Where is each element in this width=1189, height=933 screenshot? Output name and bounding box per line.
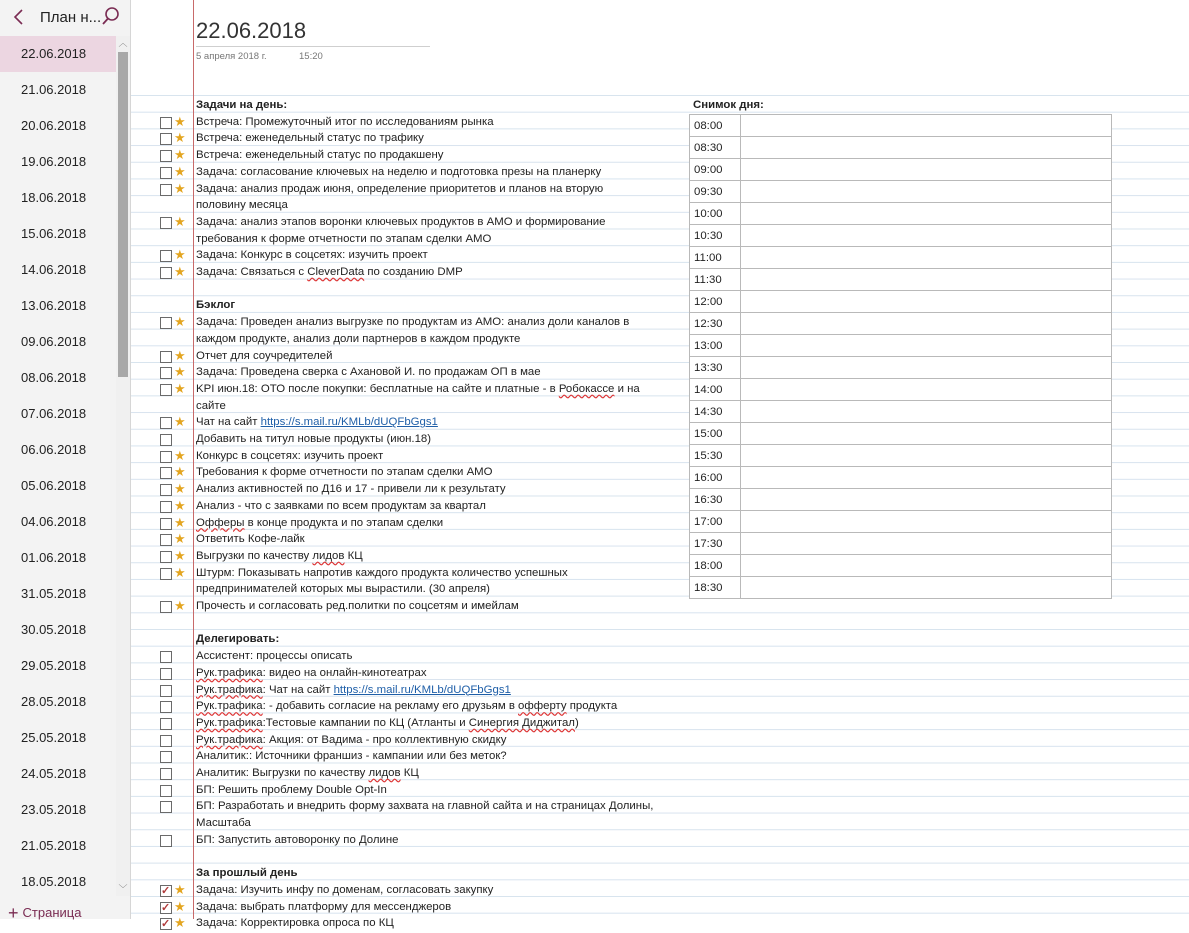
star-icon[interactable]: ★	[174, 598, 186, 614]
task-label: Аналитик: Выгрузки по качеству лидов КЦ	[196, 767, 419, 780]
schedule-row	[690, 335, 1112, 357]
task-label: Задача: Проведена сверка с Ахановой И. по продажам ОП в мае	[196, 366, 541, 379]
task-text[interactable]	[196, 531, 656, 548]
task-item	[174, 113, 656, 131]
checkbox-icon[interactable]	[160, 701, 172, 713]
task-label: Встреча: еженедельный статус по продакшену	[196, 149, 444, 162]
star-icon[interactable]: ★	[174, 364, 186, 380]
checkbox-icon[interactable]	[160, 551, 172, 563]
star-icon[interactable]: ★	[174, 898, 186, 914]
task-text[interactable]	[196, 682, 656, 699]
task-link[interactable]: https://s.mail.ru/KMLb/dUQFbGgs1	[333, 683, 511, 696]
task-text[interactable]	[196, 498, 656, 515]
schedule-cell[interactable]	[741, 511, 1112, 533]
checkbox-icon[interactable]	[160, 451, 172, 463]
star-icon[interactable]: ★	[174, 347, 186, 363]
schedule-row	[690, 291, 1112, 313]
section-gap	[196, 615, 656, 632]
checkbox-checked-icon[interactable]	[160, 885, 172, 897]
checkbox-icon[interactable]	[160, 467, 172, 479]
task-text[interactable]	[196, 264, 656, 281]
schedule-cell[interactable]	[741, 137, 1112, 159]
checkbox-icon[interactable]	[160, 651, 172, 663]
task-label: Рук.трафика:Тестовые кампании по КЦ (Атланты и Синергия Диджитал)	[196, 716, 579, 729]
schedule-row	[690, 313, 1112, 335]
task-label: Встреча: еженедельный статус по трафику	[196, 132, 424, 145]
schedule-cell[interactable]	[741, 489, 1112, 511]
schedule-time[interactable]: 10:00	[690, 203, 741, 225]
task-label: Ассистент: процессы описать	[196, 650, 353, 663]
checkbox-icon[interactable]	[160, 484, 172, 496]
task-item	[196, 765, 656, 782]
task-text[interactable]	[196, 882, 656, 899]
schedule-time[interactable]: 16:00	[690, 467, 741, 489]
checkbox-icon[interactable]	[160, 785, 172, 797]
task-link[interactable]: https://s.mail.ru/KMLb/dUQFbGgs1	[260, 416, 438, 429]
page-list-item[interactable]: 04.06.2018	[21, 514, 87, 529]
checkbox-icon[interactable]	[160, 601, 172, 613]
task-text[interactable]	[196, 798, 656, 831]
task-item	[196, 698, 656, 715]
checkbox-icon[interactable]	[160, 434, 172, 446]
page-list-item[interactable]: 18.05.2018	[21, 874, 87, 889]
task-item	[196, 748, 656, 765]
task-item	[174, 147, 656, 164]
task-text[interactable]	[196, 765, 656, 782]
task-label: Задача: Связаться с CleverData по созданию DMP	[196, 266, 463, 279]
schedule-time[interactable]: 15:00	[690, 423, 741, 445]
task-text[interactable]	[196, 732, 656, 749]
task-label: БП: Запустить автоворонку по Долине	[196, 833, 399, 846]
checkbox-icon[interactable]	[160, 250, 172, 262]
checkbox-icon[interactable]	[160, 150, 172, 162]
task-item	[196, 431, 656, 448]
schedule-time[interactable]: 13:00	[690, 335, 741, 357]
task-item	[174, 481, 656, 498]
schedule-time[interactable]: 17:30	[690, 533, 741, 555]
task-label: БП: Разработать и внедрить форму захвата на главной сайта и на страницах Долины, Масштаба	[196, 800, 654, 830]
task-label: Задача: Конкурс в соцсетях: изучить проект	[196, 249, 428, 262]
sidebar-scrollbar[interactable]	[116, 36, 130, 896]
task-item	[174, 180, 656, 214]
page-list-item[interactable]: 08.06.2018	[21, 370, 87, 385]
schedule-row	[690, 577, 1112, 599]
star-icon[interactable]: ★	[174, 497, 186, 513]
page-list-item[interactable]: 23.05.2018	[21, 802, 87, 817]
star-icon[interactable]: ★	[174, 264, 186, 280]
task-text[interactable]	[196, 665, 656, 682]
task-text[interactable]	[196, 147, 656, 164]
page-list-item[interactable]: 29.05.2018	[21, 658, 87, 673]
task-item	[174, 531, 656, 548]
task-text[interactable]	[196, 698, 656, 715]
schedule-row	[690, 489, 1112, 511]
star-icon[interactable]: ★	[174, 180, 186, 196]
schedule-time[interactable]: 09:30	[690, 181, 741, 203]
schedule-time[interactable]: 08:00	[690, 115, 741, 137]
page-list-item[interactable]: 31.05.2018	[21, 586, 87, 601]
schedule-cell[interactable]	[741, 159, 1112, 181]
checkbox-icon[interactable]	[160, 501, 172, 513]
task-text[interactable]	[196, 181, 656, 214]
schedule-cell[interactable]	[741, 247, 1112, 269]
task-item	[174, 898, 656, 916]
task-item	[196, 715, 656, 732]
checkbox-icon[interactable]	[160, 685, 172, 697]
checkbox-icon[interactable]	[160, 267, 172, 279]
schedule-row	[690, 115, 1112, 137]
star-icon[interactable]: ★	[174, 314, 186, 330]
task-label: Встреча: Промежуточный итог по исследованиям рынка	[196, 115, 494, 128]
schedule-time[interactable]: 13:30	[690, 357, 741, 379]
schedule-cell[interactable]	[741, 423, 1112, 445]
star-icon[interactable]: ★	[174, 464, 186, 480]
section-title: Делегировать:	[196, 633, 280, 646]
task-text[interactable]	[196, 782, 656, 799]
task-item	[174, 247, 656, 264]
schedule-row	[690, 533, 1112, 555]
schedule-cell[interactable]	[741, 445, 1112, 467]
checkbox-icon[interactable]	[160, 184, 172, 196]
chevron-left-icon	[8, 6, 30, 28]
scroll-up-icon[interactable]: ︿	[118, 38, 128, 48]
star-icon[interactable]: ★	[174, 881, 186, 897]
back-button[interactable]	[8, 6, 30, 28]
page-list-item[interactable]: 01.06.2018	[21, 550, 87, 565]
task-text[interactable]	[196, 515, 656, 532]
task-item	[196, 665, 656, 682]
task-text[interactable]	[196, 314, 656, 347]
star-icon[interactable]: ★	[174, 547, 186, 563]
task-text[interactable]	[196, 130, 656, 147]
checkbox-icon[interactable]	[160, 718, 172, 730]
task-label: Прочесть и согласовать ред.политки по соцсетям и имейлам	[196, 600, 519, 613]
star-icon[interactable]: ★	[174, 163, 186, 179]
section-title: Задачи на день:	[196, 99, 288, 111]
task-text[interactable]	[196, 381, 656, 414]
task-label: Аналитик:: Источники франшиз - кампании или без меток?	[196, 750, 507, 763]
task-label: KPI июн.18: ОТО после покупки: бесплатные на сайте и платные - в Робокассе и на сайте	[196, 382, 640, 412]
checkbox-checked-icon[interactable]	[160, 902, 172, 914]
scroll-down-icon[interactable]: ﹀	[118, 884, 128, 894]
schedule-cell[interactable]	[741, 577, 1112, 599]
checkbox-icon[interactable]	[160, 417, 172, 429]
section-gap	[196, 281, 656, 298]
task-text[interactable]	[196, 114, 656, 131]
star-icon[interactable]: ★	[174, 447, 186, 463]
margin-line	[193, 0, 194, 919]
page-list-item[interactable]: 07.06.2018	[21, 406, 87, 421]
task-item	[196, 732, 656, 749]
schedule-row	[690, 423, 1112, 445]
task-item	[174, 380, 656, 414]
schedule-row	[690, 203, 1112, 225]
task-item	[174, 464, 656, 481]
schedule-time[interactable]: 11:00	[690, 247, 741, 269]
task-item	[196, 832, 656, 849]
schedule-row	[690, 269, 1112, 291]
task-item	[196, 682, 656, 699]
star-icon[interactable]: ★	[174, 564, 186, 580]
task-label: Офферы в конце продукта и по этапам сделки	[196, 516, 444, 529]
title-underline	[196, 46, 430, 47]
task-text[interactable]	[196, 414, 656, 431]
task-label: Штурм: Показывать напротив каждого продукта количество успешных предпринимателей которых мы вырастили. (30 апреля)	[196, 566, 568, 596]
task-text[interactable]	[196, 899, 656, 916]
section-title: За прошлый день	[196, 867, 298, 880]
schedule-cell[interactable]	[741, 555, 1112, 577]
schedule-cell[interactable]	[741, 335, 1112, 357]
page-list-item[interactable]: 19.06.2018	[21, 154, 87, 169]
schedule-table[interactable]	[689, 114, 1112, 599]
schedule-row	[690, 357, 1112, 379]
schedule-row	[690, 467, 1112, 489]
task-item	[174, 514, 656, 532]
page-list	[0, 36, 116, 900]
add-page-label: Страница	[22, 905, 82, 920]
schedule-cell[interactable]	[741, 115, 1112, 137]
task-text[interactable]	[196, 548, 656, 565]
page-list-item[interactable]: 25.05.2018	[21, 730, 87, 745]
page-list-item[interactable]: 09.06.2018	[21, 334, 87, 349]
schedule-cell[interactable]	[741, 379, 1112, 401]
schedule-row	[690, 247, 1112, 269]
schedule-row	[690, 181, 1112, 203]
task-label: Рук.трафика: видео на онлайн-кинотеатрах	[196, 666, 427, 679]
checkbox-icon[interactable]	[160, 317, 172, 329]
schedule-title: Снимок дня:	[693, 99, 764, 111]
schedule-time[interactable]: 12:00	[690, 291, 741, 313]
task-item	[174, 364, 656, 381]
task-label: Конкурс в соцсетях: изучить проект	[196, 449, 384, 462]
star-icon[interactable]: ★	[174, 531, 186, 547]
checkbox-icon[interactable]	[160, 534, 172, 546]
schedule-cell[interactable]	[741, 225, 1112, 247]
star-icon[interactable]: ★	[174, 130, 186, 146]
schedule-cell[interactable]	[741, 269, 1112, 291]
schedule-time[interactable]: 10:30	[690, 225, 741, 247]
schedule-cell[interactable]	[741, 467, 1112, 489]
schedule-time[interactable]: 11:30	[690, 269, 741, 291]
schedule-row	[690, 137, 1112, 159]
page-time: 15:20	[299, 51, 323, 62]
task-item	[174, 264, 656, 281]
star-icon[interactable]: ★	[174, 380, 186, 396]
task-item	[174, 213, 656, 247]
checkbox-icon[interactable]	[160, 384, 172, 396]
task-item	[174, 447, 656, 465]
task-item	[174, 163, 656, 181]
task-item	[174, 915, 656, 932]
task-text[interactable]	[196, 348, 656, 365]
schedule-row	[690, 511, 1112, 533]
star-icon[interactable]: ★	[174, 113, 186, 129]
checkbox-icon[interactable]	[160, 735, 172, 747]
star-icon[interactable]: ★	[174, 147, 186, 163]
checkbox-icon[interactable]	[160, 133, 172, 145]
task-item	[174, 347, 656, 365]
schedule-time[interactable]: 16:30	[690, 489, 741, 511]
schedule-cell[interactable]	[741, 313, 1112, 335]
schedule-cell[interactable]	[741, 401, 1112, 423]
task-label: Задача: согласование ключевых на неделю и подготовка презы на планерку	[196, 165, 602, 178]
task-label: Отчет для соучредителей	[196, 349, 333, 362]
search-button[interactable]	[100, 5, 122, 29]
task-label: Задача: Корректировка опроса по КЦ	[196, 917, 394, 930]
task-label: Задача: выбрать платформу для мессенджеров	[196, 900, 452, 913]
search-icon	[100, 5, 122, 29]
page-title[interactable]: 22.06.2018	[196, 18, 307, 43]
task-label: БП: Решить проблему Double Opt-In	[196, 783, 387, 796]
star-icon[interactable]: ★	[174, 213, 186, 229]
task-label: Анализ активностей по Д16 и 17 - привели ли к результату	[196, 483, 506, 496]
checkbox-icon[interactable]	[160, 751, 172, 763]
task-text[interactable]	[196, 598, 656, 615]
task-label: Задача: анализ этапов воронки ключевых продуктов в АМО и формирование требования к форме отчетности по этапам сделки АМО	[196, 215, 606, 245]
task-label: Требования к форме отчетности по этапам сделки АМО	[196, 466, 493, 479]
schedule-time[interactable]: 17:00	[690, 511, 741, 533]
checkbox-icon[interactable]	[160, 801, 172, 813]
task-item	[174, 314, 656, 347]
checkbox-icon[interactable]	[160, 835, 172, 847]
schedule-cell[interactable]	[741, 181, 1112, 203]
checkbox-icon[interactable]	[160, 668, 172, 680]
task-item	[174, 547, 656, 565]
page-list-item[interactable]: 28.05.2018	[21, 694, 87, 709]
schedule-row	[690, 401, 1112, 423]
section-gap	[196, 849, 656, 866]
task-item	[174, 130, 656, 147]
checkbox-icon[interactable]	[160, 117, 172, 129]
page-list-item[interactable]: 22.06.2018	[0, 36, 116, 72]
task-text[interactable]	[196, 364, 656, 381]
sidebar-header	[0, 0, 130, 36]
page-date: 5 апреля 2018 г.	[196, 51, 267, 62]
task-item	[196, 648, 656, 665]
task-item	[174, 598, 656, 615]
schedule-row	[690, 159, 1112, 181]
task-text[interactable]	[196, 164, 656, 181]
task-text[interactable]	[196, 715, 656, 732]
task-text[interactable]	[196, 247, 656, 264]
schedule-time[interactable]: 15:30	[690, 445, 741, 467]
page-list-item[interactable]: 18.06.2018	[21, 190, 87, 205]
checkbox-icon[interactable]	[160, 351, 172, 363]
task-label: Задача: анализ продаж июня, определение приоритетов и планов на вторую половину месяца	[196, 182, 604, 212]
task-item	[174, 497, 656, 515]
task-item	[174, 881, 656, 899]
schedule-time[interactable]: 14:30	[690, 401, 741, 423]
task-text[interactable]	[196, 648, 656, 665]
checkbox-icon[interactable]	[160, 367, 172, 379]
task-text[interactable]	[196, 464, 656, 481]
page-list-item[interactable]: 15.06.2018	[21, 226, 87, 241]
checkbox-icon[interactable]	[160, 518, 172, 530]
star-icon[interactable]: ★	[174, 915, 186, 931]
schedule-time[interactable]: 18:00	[690, 555, 741, 577]
task-text[interactable]	[196, 565, 656, 598]
schedule-time[interactable]: 18:30	[690, 577, 741, 599]
task-label: Рук.трафика: - добавить согласие на рекламу его друзьям в офферту продукта	[196, 700, 618, 713]
page-list-item[interactable]: 05.06.2018	[21, 478, 87, 493]
schedule-time[interactable]: 14:00	[690, 379, 741, 401]
page-list-item[interactable]: 13.06.2018	[21, 298, 87, 313]
checkbox-icon[interactable]	[160, 167, 172, 179]
task-text[interactable]	[196, 448, 656, 465]
task-item	[196, 798, 656, 831]
task-text[interactable]	[196, 214, 656, 247]
page-list-item[interactable]: 14.06.2018	[21, 262, 87, 277]
task-label: Рук.трафика: Чат на сайт	[196, 683, 334, 696]
page-list-item[interactable]: 21.06.2018	[21, 82, 87, 97]
task-text[interactable]	[196, 481, 656, 498]
task-item	[174, 414, 656, 431]
task-text[interactable]	[196, 431, 656, 448]
schedule-time[interactable]: 08:30	[690, 137, 741, 159]
schedule-time[interactable]: 12:30	[690, 313, 741, 335]
task-label: Чат на сайт	[196, 416, 261, 429]
task-label: Ответить Кофе-лайк	[196, 533, 305, 546]
task-text[interactable]	[196, 748, 656, 765]
task-item	[196, 782, 656, 799]
schedule-cell[interactable]	[741, 533, 1112, 555]
page-list-item[interactable]: 20.06.2018	[21, 118, 87, 133]
schedule-time[interactable]: 09:00	[690, 159, 741, 181]
task-label: Выгрузки по качеству лидов КЦ	[196, 549, 363, 562]
page-list-item[interactable]: 24.05.2018	[21, 766, 87, 781]
checkbox-checked-icon[interactable]	[160, 918, 172, 930]
task-label: Задача: Изучить инфу по доменам, согласовать закупку	[196, 883, 494, 896]
task-item	[174, 564, 656, 598]
checkbox-icon[interactable]	[160, 768, 172, 780]
notebook-title: План н...	[40, 9, 102, 26]
schedule-row	[690, 445, 1112, 467]
plus-icon: +	[8, 903, 19, 923]
section-title: Бэклог	[196, 299, 236, 312]
page-list-sidebar	[0, 0, 131, 923]
page-header-area	[131, 0, 1189, 95]
task-label: Анализ - что с заявками по всем продуктам за квартал	[196, 499, 486, 512]
star-icon[interactable]: ★	[174, 414, 186, 430]
star-icon[interactable]: ★	[174, 247, 186, 263]
add-page-button[interactable]	[8, 903, 81, 921]
schedule-row	[690, 555, 1112, 577]
task-text[interactable]	[196, 832, 656, 849]
task-label: Рук.трафика: Акция: от Вадима - про коллективную скидку	[196, 733, 507, 746]
page-list-item[interactable]: 06.06.2018	[21, 442, 87, 457]
schedule-row	[690, 225, 1112, 247]
page-list-item[interactable]: 21.05.2018	[21, 838, 87, 853]
star-icon[interactable]: ★	[174, 514, 186, 530]
star-icon[interactable]: ★	[174, 481, 186, 497]
checkbox-icon[interactable]	[160, 568, 172, 580]
task-label: Добавить на титул новые продукты (июн.18)	[196, 433, 432, 446]
schedule-cell[interactable]	[741, 203, 1112, 225]
checkbox-icon[interactable]	[160, 217, 172, 229]
schedule-cell[interactable]	[741, 291, 1112, 313]
task-label: Задача: Проведен анализ выгрузке по продуктам из АМО: анализ доли каналов в каждом продукте, анализ доли партнеров в каждом продукте	[196, 316, 630, 345]
page-list-item[interactable]: 30.05.2018	[21, 622, 87, 637]
task-outline[interactable]	[174, 97, 656, 932]
scrollbar-thumb[interactable]	[118, 52, 128, 377]
note-canvas[interactable]	[131, 0, 1189, 931]
schedule-cell[interactable]	[741, 357, 1112, 379]
schedule-row	[690, 379, 1112, 401]
task-text[interactable]	[196, 915, 656, 932]
